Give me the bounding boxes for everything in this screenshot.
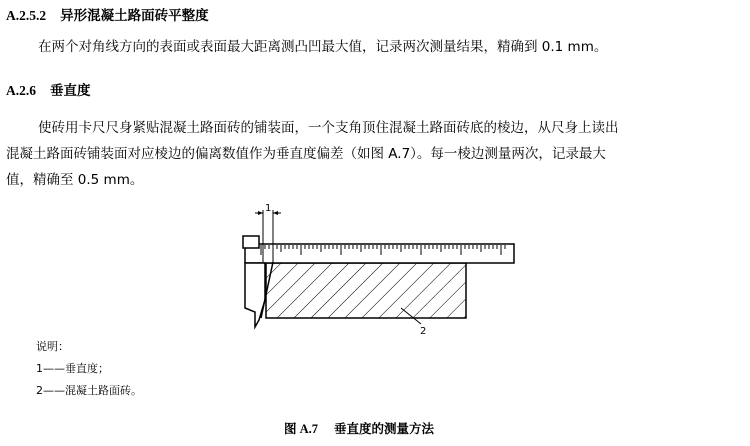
- section-a252-body: 在两个对角线方向的表面或表面最大距离测凸凹最大值，记录两次测量结果，精确到 0.1 mm。: [38, 39, 608, 55]
- callout-2-label: 2: [420, 326, 427, 335]
- callout-1-label: 1: [265, 203, 272, 214]
- section-a26-number: A.2.6: [6, 83, 36, 98]
- figure-caption-number: 图 A.7: [284, 422, 319, 436]
- figure-a7-diagram: [225, 200, 535, 335]
- arrowhead-right: [273, 211, 278, 215]
- section-a252-heading: [6, 4, 209, 24]
- legend-title: 说明：: [36, 340, 69, 353]
- legend-item-1: 1——垂直度；: [36, 362, 109, 375]
- section-a26-heading: [6, 79, 91, 99]
- caliper-head: [243, 236, 259, 248]
- section-a26-body-line1: 使砖用卡尺尺身紧贴混凝土路面砖的铺装面，一个支角顶住混凝土路面砖底的棱边，从尺身上读出: [38, 120, 619, 136]
- section-a26-title: 垂直度: [50, 83, 91, 99]
- paving-block: [266, 263, 466, 318]
- caliper-leg: [245, 263, 265, 327]
- section-a252-title: 异形混凝土路面砖平整度: [60, 8, 209, 24]
- section-a26-body-line3: 值，精确至 0.5 mm。: [6, 172, 144, 188]
- section-a252-number: A.2.5.2: [6, 8, 47, 23]
- figure-caption-title: 垂直度的测量方法: [334, 421, 435, 436]
- legend-item-2: 2——混凝土路面砖。: [36, 384, 142, 397]
- figure-caption: [284, 419, 434, 437]
- section-a26-body-line2: 混凝土路面砖铺装面对应棱边的偏离数值作为垂直度偏差（如图 A.7）。每一棱边测量两次，记录最大: [6, 146, 606, 162]
- arrowhead-left: [258, 211, 263, 215]
